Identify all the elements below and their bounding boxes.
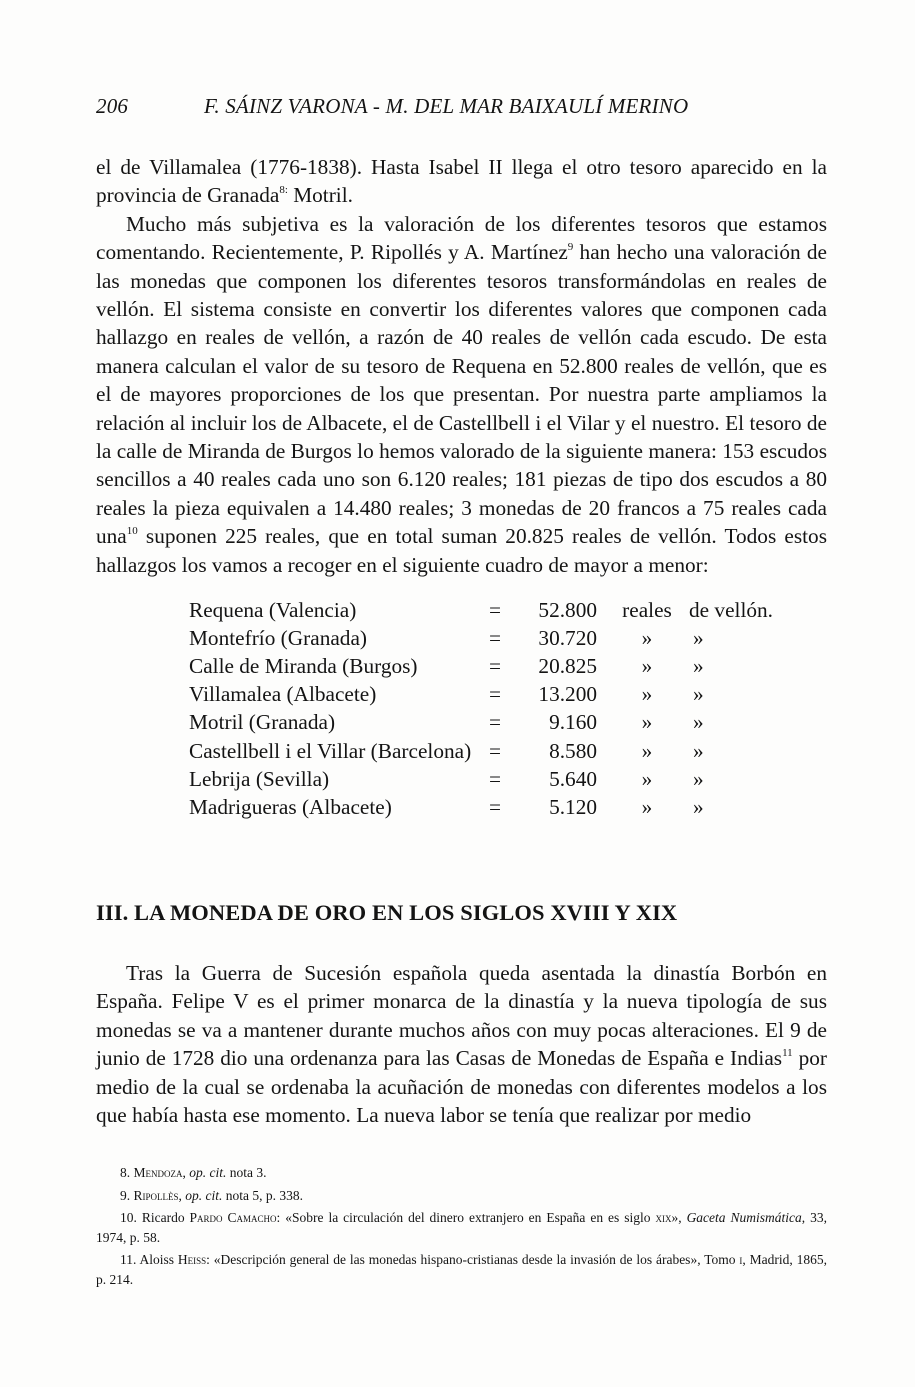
table-row [189,793,773,821]
footnote-rest: nota 5, p. 338. [222,1187,304,1203]
ditto-mark: » [641,794,653,819]
value-cell: 5.640 [549,766,597,791]
equals-cell: = [489,766,502,791]
ditto-mark: » [693,626,704,651]
equals-cell: = [489,794,502,819]
ditto-mark: » [641,654,653,679]
footnote-separator: , [182,1165,190,1180]
place-cell: Lebrija (Sevilla) [189,766,330,791]
table-row [189,708,773,736]
footnote-title: : «Descripción general de las monedas hispano-cristianas desde la invasión de los árabes», Tomo [206,1252,740,1268]
footnote-number: 11. [120,1252,137,1268]
footnote-ref-11[interactable]: 11 [782,1047,793,1060]
paragraph-2 [96,210,827,579]
table-row [189,737,773,765]
ditto-mark: » [693,738,704,763]
ditto-mark: » [693,766,704,791]
ditto-mark: » [641,710,653,735]
table-row [189,652,773,680]
body-text-section-3 [96,959,827,1129]
footnote-rest: , 33, 1974, p. 58. [96,1210,827,1245]
equals-cell: = [489,626,502,651]
equals-cell: = [489,654,502,679]
ditto-mark: » [693,682,704,707]
paragraph-1-text: el de Villamalea (1776-1838). Hasta Isabel II llega el otro tesoro aparecido en la provincia de Granada [96,155,827,208]
paragraph-2-part-b: han hecho una valoración de las monedas que componen los diferentes tesoros transformándolas en reales de vellón. El sistema consiste en convertir los diferentes valores que componen cada hallazgo en reales de vellón, a razón de 40 reales de vellón cada escudo. De esta manera calculan el valor de su tesoro de Requena en 52.800 reales de vellón, que es el de mayores proporciones de los que presentan. Por nuestra parte ampliamos la relación al incluir los de Albacete, el de Castellbell i el Vilar y el nuestro. El tesoro de la calle de Miranda de Burgos lo hemos valorado de la siguiente manera: 153 escudos sencillos a 40 reales cada uno son 6.120 reales; 181 piezas de tipo dos escudos a 80 reales la pieza equivalen a 14.480 reales; 3 monedas de 20 francos a 75 reales cada una [96,240,827,549]
place-cell: Villamalea (Albacete) [189,682,377,707]
value-cell: 13.200 [538,682,597,707]
ditto-mark: » [641,626,653,651]
paragraph-2-part-a: Mucho más subjetiva es la valoración de los diferentes tesoros que estamos comentando. Recientemente, P. Ripollés y A. Martínez [96,211,827,265]
paragraph-3 [96,959,827,1129]
equals-cell: = [489,738,502,763]
value-cell: 20.825 [538,654,597,679]
footnote-8 [96,1163,827,1183]
place-cell: Montefrío (Granada) [189,626,367,651]
ditto-mark: » [641,682,653,707]
footnote-prefix: Aloiss [139,1252,178,1268]
ditto-mark: » [641,738,653,763]
place-cell: Castellbell i el Villar (Barcelona) [189,738,472,763]
ditto-mark: » [641,766,653,791]
value-cell: 30.720 [538,626,597,651]
footnote-ref-9[interactable]: 9 [567,241,574,254]
value-cell: 52.800 [538,598,597,623]
footnote-citation: op. cit. [185,1187,223,1203]
footnote-separator: », [671,1210,687,1226]
footnote-ref-10[interactable]: 10 [126,525,138,538]
paragraph-1 [96,153,827,210]
footnote-smallcaps: xix [655,1210,672,1226]
paragraph-3-part-b: por medio de la cual se ordenaba la acuñación de monedas con diferentes modelos a los que había hasta ese momento. La nueva labor se tenía que realizar por medio [96,1046,827,1128]
table-row [189,680,773,708]
header-authors: F. SÁINZ VARONA - M. DEL MAR BAIXAULÍ MERINO [204,94,689,118]
body-text-top [96,153,827,821]
value-cell: 8.580 [549,738,597,763]
footnote-9 [96,1186,827,1206]
equals-cell: = [489,710,502,735]
place-cell: Madrigueras (Albacete) [189,794,392,819]
footnote-number: 10. [120,1210,137,1226]
paragraph-1-end: Motril. [287,183,353,208]
value-cell: 5.120 [549,794,597,819]
footnotes [96,1163,827,1293]
footnote-number: 9. [120,1187,131,1203]
place-cell: Calle de Miranda (Burgos) [189,654,418,679]
table-row [189,765,773,793]
footnote-author: Mendoza [133,1165,183,1180]
footnote-author: Ripollès [133,1187,179,1203]
footnote-rest: , Madrid, 1865, p. 214. [96,1252,827,1287]
footnote-11 [96,1250,827,1289]
footnote-title: : «Sobre la circulación del dinero extranjero en España en es siglo [276,1210,656,1226]
footnote-10 [96,1208,827,1247]
footnote-journal: Gaceta Numismática [686,1210,802,1226]
page-number: 206 [96,94,129,118]
table-row [189,596,773,624]
footnote-author: Heiss [177,1252,207,1268]
place-cell: Requena (Valencia) [189,598,357,623]
footnote-number: 8. [120,1165,131,1180]
footnote-prefix: Ricardo [141,1210,190,1226]
footnote-ref-8[interactable]: 8: [279,184,288,197]
equals-cell: = [489,598,502,623]
footnote-author: Pardo Camacho [189,1210,277,1226]
equals-cell: = [489,682,502,707]
ditto-mark: » [693,794,704,819]
place-cell: Motril (Granada) [189,710,336,735]
paragraph-2-part-c: suponen 225 reales, que en total suman 20.825 reales de vellón. Todos estos hallazgos los vamos a recoger en el siguiente cuadro de mayor a menor: [96,524,827,577]
footnote-rest: nota 3. [226,1165,267,1180]
footnote-smallcaps: i [739,1252,743,1268]
footnote-separator: , [178,1187,186,1203]
section-heading: III. LA MONEDA DE ORO EN LOS SIGLOS XVIII Y XIX [96,900,678,925]
running-header [96,94,688,119]
unit-cell: reales [622,598,672,623]
footnote-citation: op. cit. [189,1165,227,1180]
table-row [189,624,773,652]
unit-cell: de vellón. [689,598,773,623]
paragraph-3-part-a: Tras la Guerra de Sucesión española queda asentada la dinastía Borbón en España. Felipe V es el primer monarca de la dinastía y la nueva tipología de sus monedas se va a mantener durante muchos años con muy pocas alteraciones. El 9 de junio de 1728 dio una ordenanza para las Casas de Monedas de España e Indias [96,961,827,1071]
value-cell: 9.160 [549,710,597,735]
hoards-value-table [189,596,773,821]
ditto-mark: » [693,654,704,679]
ditto-mark: » [693,710,704,735]
